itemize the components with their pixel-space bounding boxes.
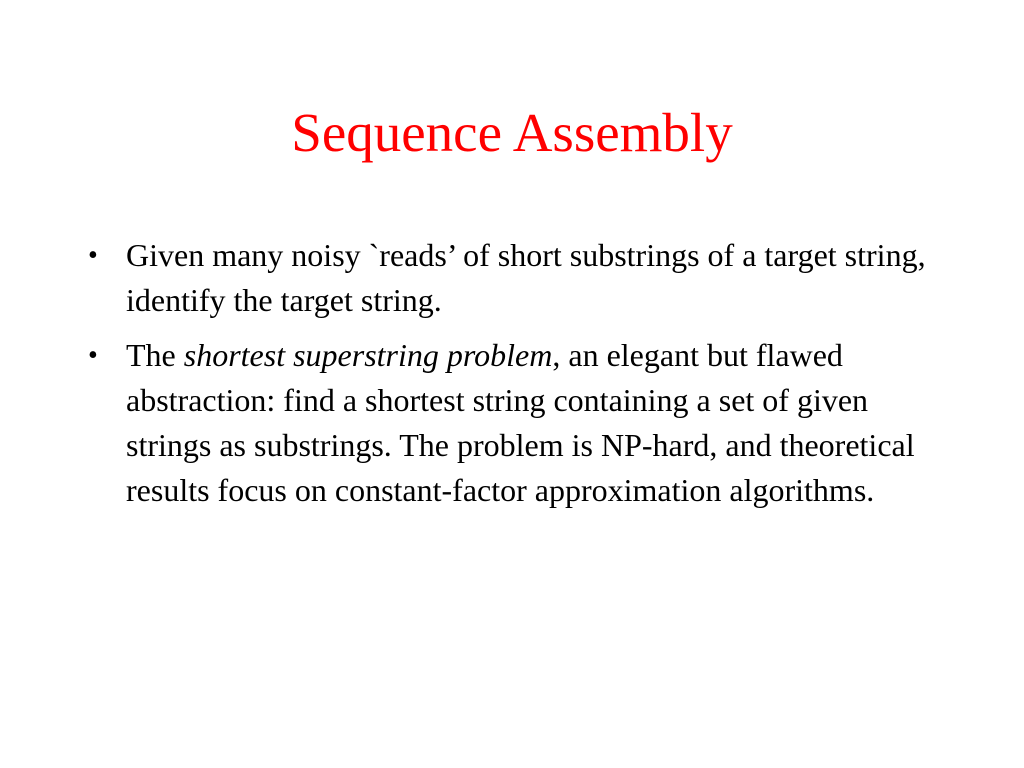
bullet-italic-term: shortest superstring problem — [183, 337, 553, 373]
bullet-text: Given many noisy `reads’ of short substrings of a target string, identify the target string. — [126, 237, 926, 318]
bullet-item-reads — [88, 233, 948, 323]
slide-title: Sequence Assembly — [291, 102, 733, 163]
bullet-text-after: , an elegant but flawed abstraction: find a shortest string containing a set of given strings as substrings. The problem is NP-hard, and theoretical results focus on constant-factor approximation algorithms. — [126, 337, 915, 508]
bullet-marker: • — [88, 340, 98, 371]
bullet-list — [88, 233, 948, 523]
bullet-item-superstring — [88, 333, 948, 513]
bullet-marker: • — [88, 240, 98, 271]
bullet-text-before: The — [126, 337, 184, 373]
